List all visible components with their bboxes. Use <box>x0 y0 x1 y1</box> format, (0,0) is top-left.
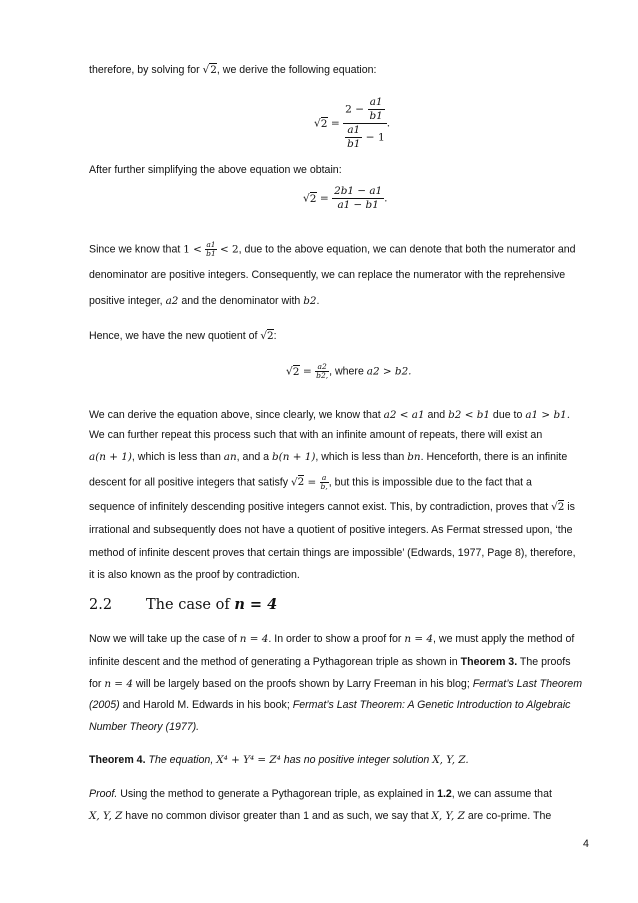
page-number: 4 <box>583 838 589 850</box>
paragraph-line: We can further repeat this process such that with an infinite amount of repeats, there will exist an <box>89 429 543 441</box>
paragraph-line: Number Theory (1977). <box>89 721 200 733</box>
paragraph-line: sequence of infinitely descending positive integers cannot exist. This, by contradiction, proves that √2 is <box>89 501 575 513</box>
theorem-statement: Theorem 4. The equation, X⁴ + Y⁴ = Z⁴ has no positive integer solution X, Y, Z. <box>89 754 469 766</box>
paragraph-line: denominator are positive integers. Consequently, we can replace the numerator with the reprehensive <box>89 269 566 281</box>
paragraph-line: for n = 4 will be largely based on the proofs shown by Larry Freeman in his blog; Fermat’s Last Theorem <box>89 678 583 690</box>
paragraph-line: Now we will take up the case of n = 4. In order to show a proof for n = 4, we must apply the method of <box>89 633 575 645</box>
compound-fraction: 2 − $\frac{a1}{b1}$ $\frac{a1}{b1}$ − 1 <box>345 96 385 150</box>
paragraph-line: method of infinite descent proves that certain things are impossible’ (Edwards, 1977, Page 8), therefore, <box>89 547 576 559</box>
equation-1: √2 = 2 − $\frac{a1}{b1}$ $\frac{a1}{b1}$ − 1 . <box>314 96 391 150</box>
paragraph-line: X, Y, Z have no common divisor greater than 1 and as such, we say that X, Y, Z are co-prime. The <box>89 810 552 822</box>
paragraph-line: After further simplifying the above equation we obtain: <box>89 164 342 176</box>
section-heading: 2.2 The case of n = 4 <box>89 596 278 613</box>
sqrt-expression: √2 <box>202 64 217 76</box>
paragraph-line: irrational and subsequently does not have a quotient of positive integers. As Fermat stressed upon, ‘the <box>89 524 573 536</box>
paragraph-line: it is also known as the proof by contradiction. <box>89 569 300 581</box>
equation-3: √2 = $\frac{a2}{b2,}$ , where a2 > b2. <box>286 362 412 380</box>
paragraph-line: Since we know that 1 < $\frac{a1}{b1}$ < 2, due to the above equation, we can denote that both the numerator and <box>89 240 576 258</box>
paragraph-line: infinite descent and the method of generating a Pythagorean triple as shown in Theorem 3. The proofs <box>89 656 571 668</box>
fraction: $\frac{2b1 - a1}{a1 - b1}$ <box>334 185 383 211</box>
equation-2: √2 = $\frac{2b1 - a1}{a1 - b1}$ . <box>303 185 388 211</box>
paragraph-line: Hence, we have the new quotient of √2: <box>89 330 277 342</box>
paragraph-line: therefore, by solving for √2, we derive the following equation: <box>89 64 377 76</box>
paragraph-line: We can derive the equation above, since clearly, we know that a2 < a1 and b2 < b1 due to a1 > b1. <box>89 409 571 421</box>
paragraph-line: (2005) and Harold M. Edwards in his book; Fermat’s Last Theorem: A Genetic Introduction to Algebraic <box>89 699 571 711</box>
paragraph-line: Proof. Using the method to generate a Pythagorean triple, as explained in 1.2, we can assume that <box>89 788 552 800</box>
paragraph-line: a(n + 1), which is less than an, and a b(n + 1), which is less than bn. Henceforth, there is an infinite <box>89 451 568 463</box>
paragraph-line: positive integer, a2 and the denominator with b2. <box>89 295 320 307</box>
paragraph-line: descent for all positive integers that satisfy √2 = $\frac{a}{b,}$ , but this is impossible due to the fact that a <box>89 473 532 491</box>
